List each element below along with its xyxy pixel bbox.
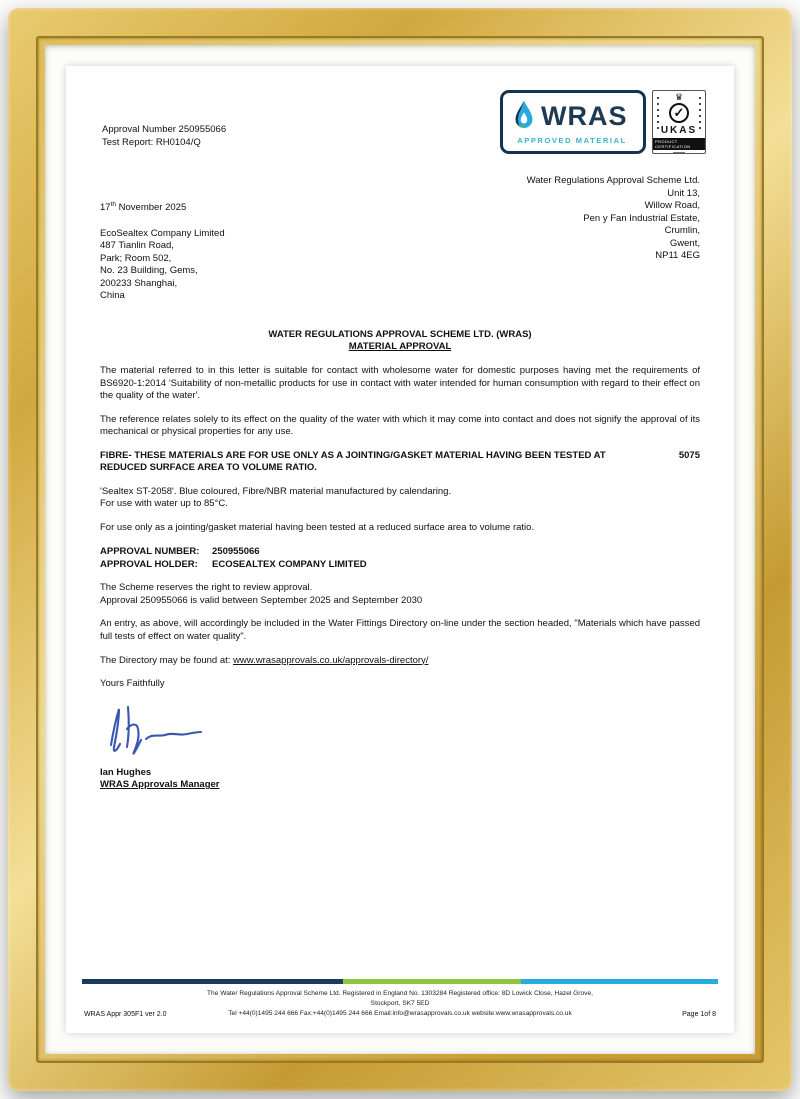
address-line: Pen y Fan Industrial Estate,: [583, 212, 700, 224]
paragraph-product-description: [100, 486, 700, 511]
approval-number-line: Approval Number 250955066: [102, 124, 227, 135]
wras-wordmark: WRAS: [541, 101, 628, 132]
address-line: 487 Tianlin Road,: [100, 240, 174, 252]
recipient-address: [100, 228, 225, 303]
approval-details: [100, 546, 700, 571]
address-line: Unit 13,: [667, 187, 700, 199]
approvals-directory-link[interactable]: www.wrasapprovals.co.uk/approvals-directory/: [233, 654, 429, 666]
letter-title: [100, 329, 700, 354]
water-drop-icon: [511, 99, 537, 136]
paragraph-material-suitability: The material referred to in this letter is suitable for contact with wholesome water for domestic purposes having met the requirements of BS6920-1:2014 'Suitability of non-metallic products for use in contact with water intended for human consumption with regard to their effect on the quality of the water'.: [100, 365, 700, 402]
footer-bar-cyan: [521, 979, 718, 984]
approval-holder-label: APPROVAL HOLDER:: [100, 558, 198, 570]
address-line: No. 23 Building, Gems,: [100, 265, 198, 277]
test-report-line: Test Report: RH0104/Q: [102, 136, 201, 148]
approval-letter-page: [66, 66, 734, 1033]
ukas-dotted-border-right: [699, 97, 701, 133]
ukas-product-certification-logo: [652, 90, 706, 154]
ukas-cert-number-mark: [673, 152, 685, 153]
product-certification-label: PRODUCT CERTIFICATION: [653, 138, 705, 150]
directory-link-prefix: The Directory may be found at:: [100, 654, 234, 666]
address-line: Park; Room 502,: [100, 252, 172, 264]
address-line: Crumlin,: [664, 225, 700, 237]
checkmark-icon: ✓: [669, 103, 689, 123]
letter-footer: [82, 979, 718, 1019]
address-line: 200233 Shanghai,: [100, 277, 178, 289]
product-description-line2: For use with water up to 85°C.: [100, 498, 228, 510]
handwritten-signature: [102, 697, 222, 759]
paragraph-use-restriction: For use only as a jointing/gasket material having been tested at a reduced surface area to volume ratio.: [100, 521, 535, 533]
frame-inner-ridge: [36, 36, 764, 1063]
address-line: Willow Road,: [644, 200, 700, 212]
white-matte: [45, 45, 755, 1054]
letter-date: 17th November 2025: [100, 201, 187, 214]
review-line1: The Scheme reserves the right to review approval.: [100, 582, 313, 594]
address-line: Water Regulations Approval Scheme Ltd.: [526, 175, 700, 187]
footer-company-details: [194, 989, 606, 1019]
footer-doc-reference: WRAS Appr 305F1 ver 2.0: [84, 1010, 167, 1018]
approved-material-label: APPROVED MATERIAL: [517, 136, 627, 146]
paragraph-review: [100, 582, 700, 607]
address-line: EcoSealtex Company Limited: [100, 227, 225, 239]
address-line: China: [100, 290, 125, 302]
signatory-name: Ian Hughes: [100, 766, 152, 778]
approval-number-label: APPROVAL NUMBER:: [100, 546, 200, 558]
paragraph-directory-link: [100, 655, 700, 668]
footer-contact-line: Tel +44(0)1495 244 666 Fax:+44(0)1495 244 666 Email:info@wrasapprovals.co.uk website:www.wrasapprovals.co.uk: [228, 1010, 572, 1018]
crown-icon: ♛: [674, 92, 684, 102]
fibre-condition-code: 5075: [678, 449, 700, 461]
ukas-dotted-border-left: [657, 97, 659, 133]
address-line: NP11 4EG: [655, 250, 700, 262]
gold-picture-frame: [8, 8, 792, 1091]
paragraph-reference-scope: The reference relates solely to its effect on the quality of the water with which it may come into contact and does not signify the approval of its mechanical or physical properties for any use.: [100, 413, 700, 438]
fibre-condition-text2: REDUCED SURFACE AREA TO VOLUME RATIO.: [100, 462, 317, 474]
product-description-line1: 'Sealtex ST-2058'. Blue coloured, Fibre/NBR material manufactured by calendaring.: [100, 485, 452, 497]
address-section: [100, 175, 700, 303]
title-line2: MATERIAL APPROVAL: [348, 341, 452, 353]
title-line1: WATER REGULATIONS APPROVAL SCHEME LTD. (WRAS): [268, 328, 532, 340]
paragraph-directory-entry: An entry, as above, will accordingly be included in the Water Fittings Directory on-line under the section headed, "Materials which have passed full tests of effect on water quality".: [100, 618, 700, 642]
footer-color-bar: [82, 979, 718, 984]
footer-registered-line: The Water Regulations Approval Scheme Ltd. Registered in England No. 1303284 Registered office: 8D Lowick Close, Hazel Grove, Stockport, SK7 5ED: [207, 990, 593, 1008]
certification-logos: [500, 90, 706, 154]
recipient-column: [100, 175, 225, 303]
sender-address: [527, 175, 700, 303]
signatory-title: WRAS Approvals Manager: [100, 779, 220, 791]
footer-bar-navy: [82, 979, 343, 984]
wras-approved-material-logo: [500, 90, 646, 154]
approval-holder-value: ECOSEALTEX COMPANY LIMITED: [212, 558, 367, 570]
footer-page-number: Page 1of 8: [682, 1010, 716, 1018]
fibre-condition-text: FIBRE- THESE MATERIALS ARE FOR USE ONLY AS A JOINTING/GASKET MATERIAL HAVING BEEN TESTED AT: [100, 449, 606, 461]
footer-bar-green: [343, 979, 521, 984]
address-line: Gwent,: [669, 237, 700, 249]
approval-number-value: 250955066: [212, 546, 260, 558]
paragraph-fibre-condition: [100, 450, 700, 475]
closing-line: Yours Faithfully: [100, 678, 165, 690]
review-line2: Approval 250955066 is valid between September 2025 and September 2030: [100, 594, 423, 606]
ukas-wordmark: UKAS: [660, 125, 698, 136]
